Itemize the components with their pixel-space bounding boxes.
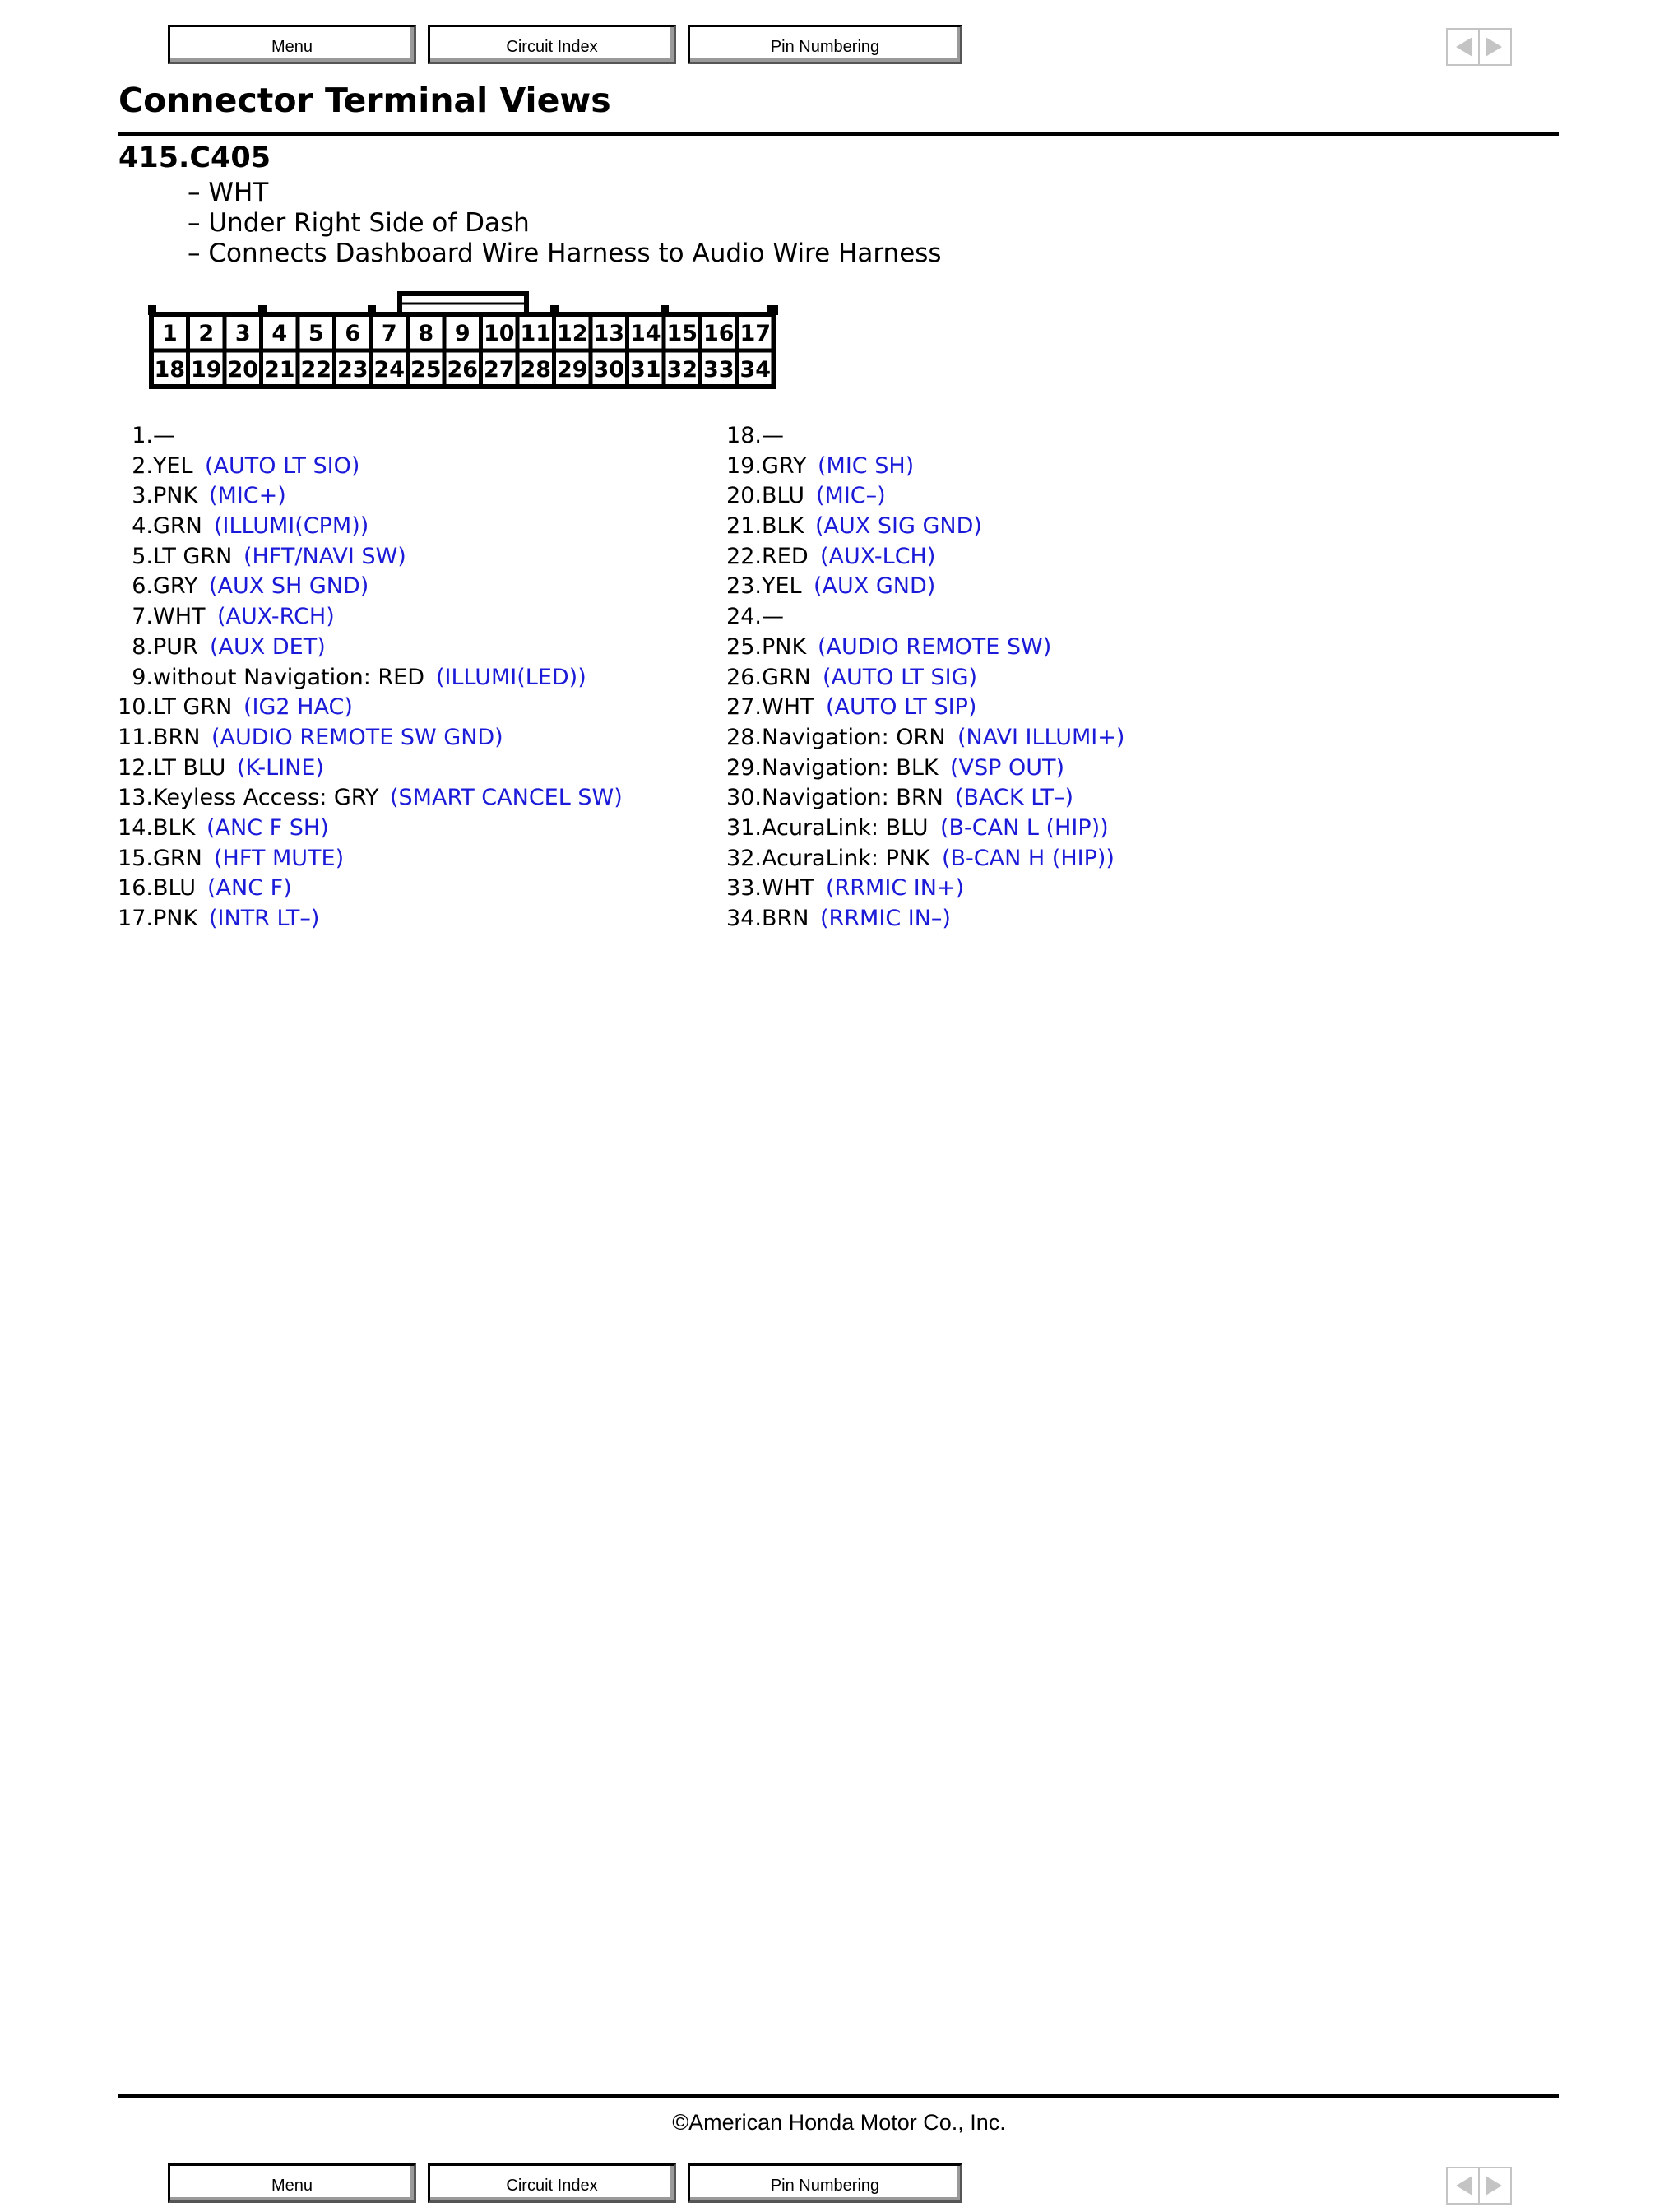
pin-number: 20.	[726, 483, 762, 509]
connector-pin-label: 25	[410, 357, 442, 383]
connector-pin-label: 27	[483, 357, 515, 383]
wire-color: AcuraLink: BLU	[762, 814, 929, 841]
signal-name: (HFT/NAVI SW)	[243, 543, 406, 569]
wire-color: without Navigation: RED	[153, 664, 424, 690]
connector-connection: – Connects Dashboard Wire Harness to Audio Wire Harness	[188, 239, 942, 268]
wire-color: PNK	[153, 483, 198, 509]
connector-pin-label: 26	[447, 357, 479, 383]
connector-pin-label: 22	[300, 357, 332, 383]
pin-number: 12.	[118, 754, 153, 781]
pin-number: 9.	[132, 664, 153, 690]
signal-name: (AUX-RCH)	[217, 604, 335, 630]
wire-color: GRN	[153, 513, 202, 540]
menu-button[interactable]: Menu	[168, 25, 416, 64]
wire-color: YEL	[762, 573, 802, 600]
signal-name: (B-CAN H (HIP))	[942, 845, 1115, 871]
menu-button[interactable]: Menu	[168, 2163, 416, 2203]
signal-name: (ANC F)	[207, 875, 292, 902]
pin-number: 11.	[118, 724, 153, 750]
wire-color: Keyless Access: GRY	[153, 785, 379, 811]
signal-name: (INTR LT–)	[209, 906, 320, 931]
connector-pin-label: 17	[739, 321, 772, 346]
circuit-index-button[interactable]: Circuit Index	[428, 2163, 676, 2203]
connector-pin-label: 24	[373, 357, 406, 383]
connector-pin-label: 23	[336, 357, 369, 383]
wire-color: BRN	[153, 724, 201, 750]
pin-number: 21.	[726, 513, 762, 540]
pin-number: 4.	[132, 513, 153, 540]
footer-divider	[118, 2094, 1559, 2098]
wire-color: GRN	[153, 845, 202, 871]
wire-color: BLU	[153, 875, 196, 902]
previous-page-icon[interactable]	[1456, 2176, 1472, 2196]
connector-pin-label: 21	[263, 357, 295, 383]
pin-number: 32.	[726, 845, 762, 871]
wire-color: WHT	[153, 604, 206, 630]
wire-color: GRY	[762, 452, 807, 479]
bottom-nav	[0, 2163, 1678, 2210]
signal-name: (AUX GND)	[814, 573, 936, 600]
wire-color: Navigation: BRN	[762, 785, 943, 811]
wire-color: GRN	[762, 664, 811, 690]
pin-number: 34.	[726, 906, 762, 931]
connector-pin-label: 32	[666, 357, 698, 383]
signal-name: (MIC+)	[209, 483, 286, 509]
wire-color: YEL	[153, 452, 193, 479]
connector-pin-label: 4	[271, 321, 288, 346]
wire-color: BLU	[762, 483, 804, 509]
pin-number: 8.	[132, 633, 153, 660]
wire-color: PNK	[762, 633, 807, 660]
connector-pin-label: 19	[190, 357, 222, 383]
pin-number: 23.	[726, 573, 762, 600]
pin-number: 10.	[118, 694, 153, 721]
pin-number: 22.	[726, 543, 762, 569]
wire-color: AcuraLink: PNK	[762, 845, 930, 871]
connector-pin-label: 13	[593, 321, 625, 346]
pin-number: 30.	[726, 785, 762, 811]
circuit-index-button[interactable]: Circuit Index	[428, 25, 676, 64]
signal-name: (AUTO LT SIP)	[826, 694, 977, 721]
signal-name: (VSP OUT)	[950, 754, 1065, 781]
signal-name: (AUX DET)	[210, 633, 326, 660]
pin-number: 1.	[132, 423, 153, 448]
signal-name: (RRMIC IN+)	[826, 875, 965, 902]
pin-number: 19.	[726, 452, 762, 479]
pin-number: 28.	[726, 724, 762, 750]
connector-pin-label: 16	[702, 321, 735, 346]
signal-name: (AUDIO REMOTE SW GND)	[211, 724, 503, 750]
signal-name: (ILLUMI(LED))	[436, 664, 586, 690]
pin-number: 24.	[726, 604, 762, 630]
connector-color: – WHT	[188, 178, 269, 207]
signal-name: (ANC F SH)	[206, 814, 329, 841]
pin-numbering-button[interactable]: Pin Numbering	[688, 25, 962, 64]
wire-color: LT GRN	[153, 694, 233, 721]
signal-name: (MIC SH)	[818, 452, 915, 479]
signal-name: (AUTO LT SIG)	[823, 664, 978, 690]
pin-number: 16.	[118, 875, 153, 902]
signal-name: (AUX SIG GND)	[815, 513, 982, 540]
signal-name: (RRMIC IN–)	[820, 906, 951, 931]
pin-number: 18.	[726, 423, 762, 448]
pin-number: 17.	[118, 906, 153, 931]
wire-color: BLK	[153, 814, 196, 841]
connector-pin-label: 29	[556, 357, 588, 383]
connector-pin-label: 33	[702, 357, 735, 383]
connector-pin-label: 10	[483, 321, 515, 346]
pin-number: 5.	[132, 543, 153, 569]
pin-number: 27.	[726, 694, 762, 721]
signal-name: (IG2 HAC)	[243, 694, 353, 721]
wire-color: BLK	[762, 513, 804, 540]
signal-name: (K-LINE)	[237, 754, 324, 781]
connector-pin-label: 11	[520, 321, 552, 346]
connector-pin-label: 3	[234, 321, 251, 346]
wire-color: PUR	[153, 633, 198, 660]
connector-pin-label: 14	[629, 321, 661, 346]
connector-id: 415.C405	[118, 141, 271, 174]
connector-pin-label: 2	[198, 321, 215, 346]
page-title: Connector Terminal Views	[118, 81, 611, 120]
signal-name: (SMART CANCEL SW)	[390, 785, 623, 811]
signal-name: (B-CAN L (HIP))	[940, 814, 1109, 841]
pin-number: 6.	[132, 573, 153, 600]
connector-pin-label: 8	[418, 321, 434, 346]
connector-pin-label: 6	[345, 321, 361, 346]
wire-color: Navigation: ORN	[762, 724, 946, 750]
pin-numbering-button[interactable]: Pin Numbering	[688, 2163, 962, 2203]
signal-name: (AUTO LT SIO)	[205, 452, 360, 479]
next-page-icon[interactable]	[1486, 2176, 1502, 2196]
connector-pin-label: 5	[308, 321, 324, 346]
connector-diagram	[0, 0, 1678, 411]
connector-pin-label: 30	[593, 357, 625, 383]
wire-color: —	[762, 423, 784, 448]
connector-pin-label: 15	[666, 321, 698, 346]
pin-number: 7.	[132, 604, 153, 630]
connector-pin-label: 7	[381, 321, 397, 346]
wire-color: LT GRN	[153, 543, 233, 569]
wire-color: BRN	[762, 906, 809, 931]
pin-number: 33.	[726, 875, 762, 902]
signal-name: (AUX SH GND)	[209, 573, 369, 600]
pin-number: 26.	[726, 664, 762, 690]
connector-location: – Under Right Side of Dash	[188, 208, 530, 238]
wire-color: LT BLU	[153, 754, 226, 781]
wire-color: Navigation: BLK	[762, 754, 939, 781]
connector-pin-label: 1	[161, 321, 178, 346]
signal-name: (BACK LT–)	[955, 785, 1074, 811]
wire-color: GRY	[153, 573, 198, 600]
pin-number: 29.	[726, 754, 762, 781]
connector-pin-label: 9	[454, 321, 470, 346]
pin-number: 2.	[132, 452, 153, 479]
wire-color: —	[762, 604, 784, 630]
signal-name: (AUX-LCH)	[820, 543, 936, 569]
pin-number: 13.	[118, 785, 153, 811]
connector-pin-label: 18	[154, 357, 186, 383]
connector-pin-label: 20	[227, 357, 259, 383]
page-arrows	[1446, 2167, 1512, 2205]
connector-pin-label: 28	[520, 357, 552, 383]
pin-number: 14.	[118, 814, 153, 841]
pin-number: 15.	[118, 845, 153, 871]
wire-color: WHT	[762, 875, 814, 902]
signal-name: (AUDIO REMOTE SW)	[818, 633, 1052, 660]
wire-color: RED	[762, 543, 809, 569]
connector-pin-label: 31	[629, 357, 661, 383]
signal-name: (ILLUMI(CPM))	[214, 513, 369, 540]
pin-number: 3.	[132, 483, 153, 509]
pin-number: 25.	[726, 633, 762, 660]
signal-name: (MIC–)	[816, 483, 886, 509]
wire-color: PNK	[153, 906, 198, 931]
signal-name: (HFT MUTE)	[214, 845, 345, 871]
signal-name: (NAVI ILLUMI+)	[957, 724, 1125, 750]
wire-color: —	[153, 423, 175, 448]
connector-pin-label: 34	[739, 357, 772, 383]
copyright: ©American Honda Motor Co., Inc.	[672, 2110, 1006, 2135]
pin-number: 31.	[726, 814, 762, 841]
connector-pin-label: 12	[556, 321, 588, 346]
wire-color: WHT	[762, 694, 814, 721]
